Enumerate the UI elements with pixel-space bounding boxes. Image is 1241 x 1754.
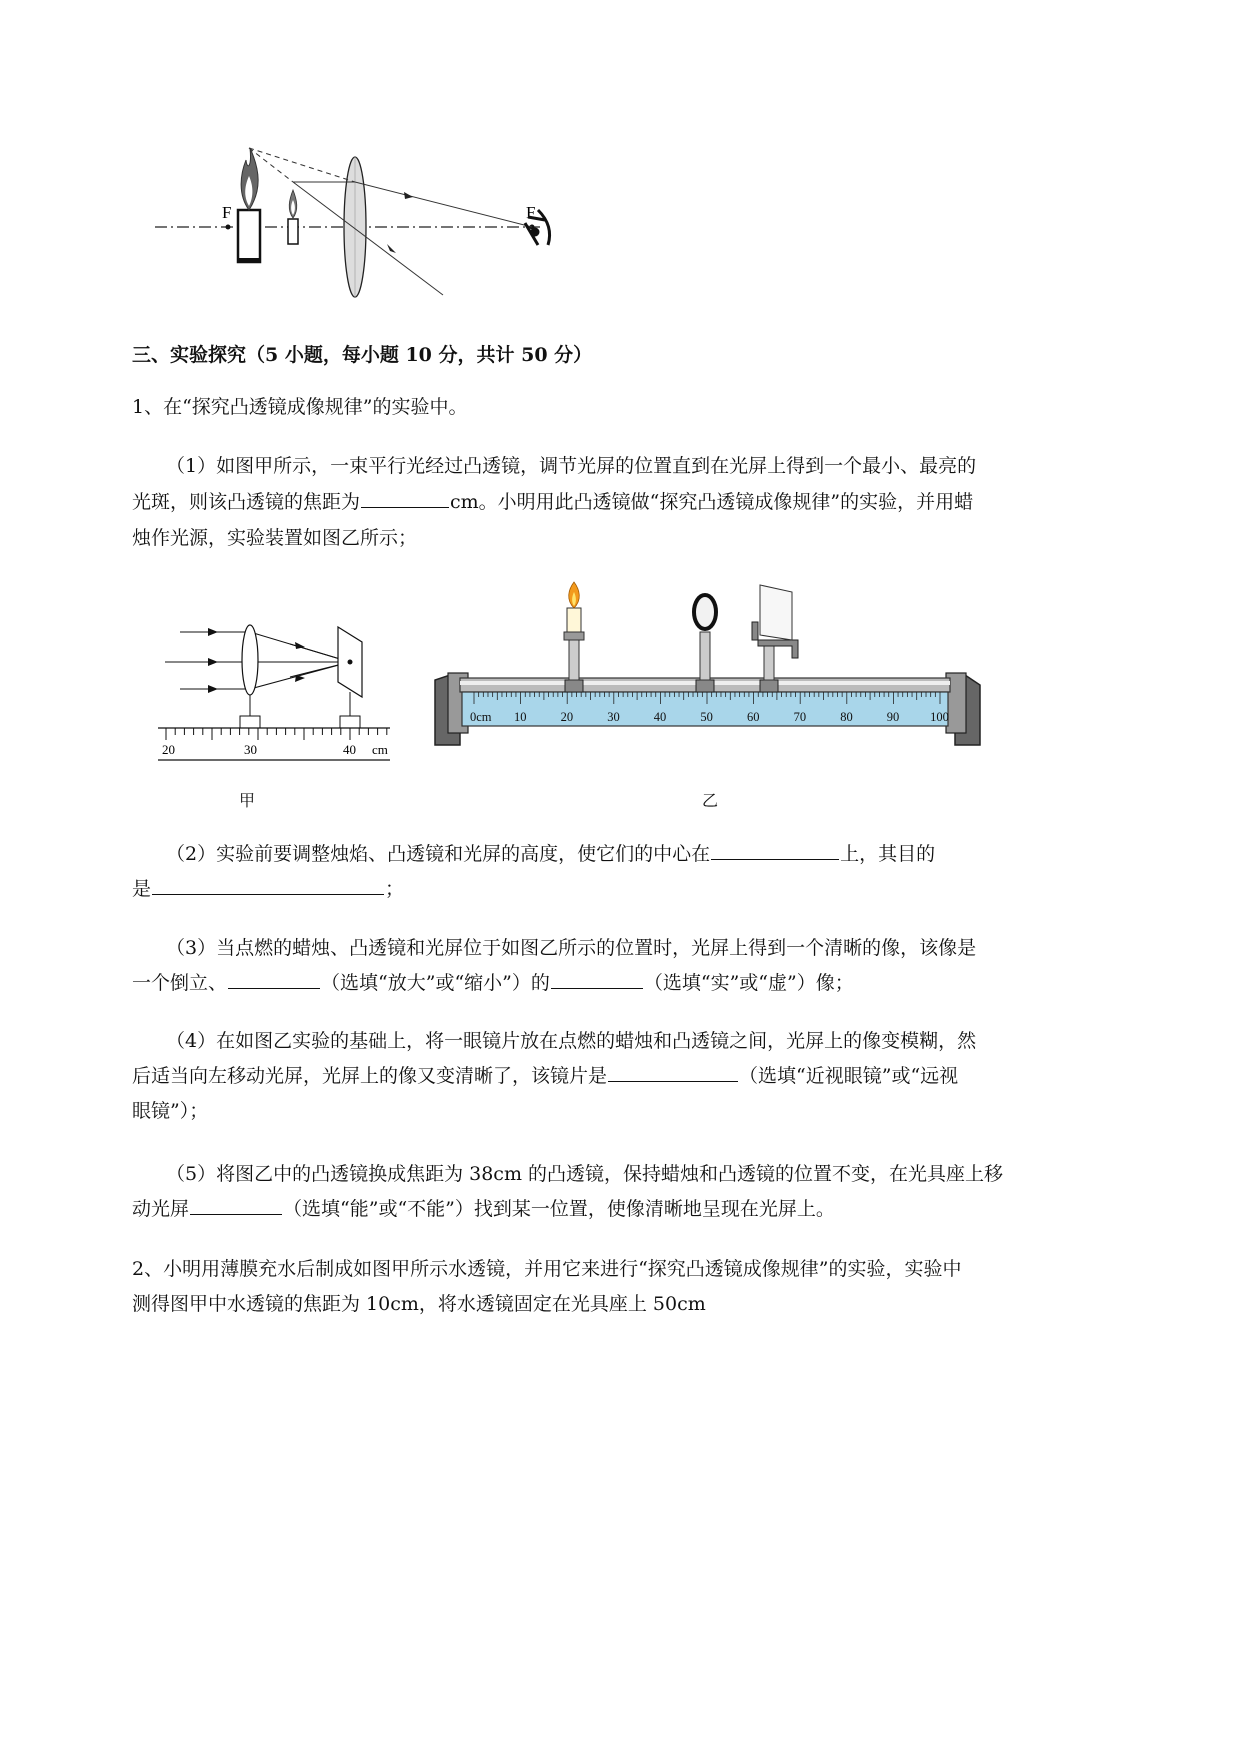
- q2-line1: 2、小明用薄膜充水后制成如图甲所示水透镜，并用它来进行“探究凸透镜成像规律”的实验，实验中: [132, 1258, 962, 1280]
- bench-scale-label: 100: [930, 710, 949, 724]
- bench-scale-label: 10: [514, 710, 527, 724]
- jia-scale-30: 30: [244, 742, 257, 757]
- jia-scale-40: 40: [343, 742, 356, 757]
- q1-part5-line2-b: （选填“能”或“不能”）找到某一位置，使像清晰地呈现在光屏上。: [283, 1198, 835, 1220]
- q1-part2: [132, 838, 1042, 906]
- q2: [132, 1253, 1042, 1321]
- enlarge-shrink-blank[interactable]: [228, 968, 320, 989]
- section-heading: 三、实验探究（5 小题，每小题 10 分，共计 50 分）: [132, 344, 593, 366]
- bench-scale-label: 50: [700, 710, 713, 724]
- q1-part5: [132, 1158, 1042, 1226]
- q1-part2-line2-a: 是: [132, 878, 152, 900]
- q1-part5-line2: [132, 1193, 1042, 1226]
- focal-length-blank[interactable]: [361, 487, 449, 508]
- q2-line2: 测得图甲中水透镜的焦距为 10cm，将水透镜固定在光具座上 50cm: [132, 1293, 706, 1315]
- focus-right-label: F: [526, 203, 536, 222]
- q1-part4-line2-a: 后适当向左移动光屏，光屏上的像又变清晰了，该镜片是: [132, 1065, 608, 1087]
- q1-part2-line2: [132, 873, 1042, 906]
- q1-part1-line2-a: 光斑，则该凸透镜的焦距为: [132, 491, 361, 513]
- focus-left-label: F: [222, 203, 232, 222]
- q1-part3-line2-a: 一个倒立、: [132, 972, 228, 994]
- glasses-type-blank[interactable]: [608, 1061, 738, 1082]
- bench-scale-label: 0cm: [470, 710, 492, 724]
- bench-scale-label: 30: [607, 710, 620, 724]
- figure-jia-caption: 甲: [239, 791, 256, 810]
- q1-part2-line1-a: （2）实验前要调整烛焰、凸透镜和光屏的高度，使它们的中心在: [166, 843, 711, 865]
- bench-scale-label: 70: [793, 710, 807, 724]
- q1-part5-line2-a: 动光屏: [132, 1198, 190, 1220]
- bench-scale-label: 40: [653, 710, 667, 724]
- q1-part1-line2-b: cm。小明用此凸透镜做“探究凸透镜成像规律”的实验，并用蜡: [450, 491, 974, 513]
- yi-screen: [752, 585, 798, 692]
- jia-lens: [242, 625, 258, 695]
- real-virtual-blank[interactable]: [551, 968, 643, 989]
- jia-scale-20: 20: [162, 742, 175, 757]
- q1-intro: 1、在“探究凸透镜成像规律”的实验中。: [132, 396, 468, 418]
- bench-scale-label: 60: [747, 710, 760, 724]
- q1-part3-line2-c: （选填“实”或“虚”）像；: [643, 972, 854, 994]
- q1-part2-line1-b: 上，其目的: [840, 843, 936, 865]
- q1-part2-line2-b: ；: [385, 878, 405, 900]
- purpose-blank[interactable]: [152, 874, 384, 895]
- q1-part4: [132, 1025, 1042, 1128]
- can-cannot-blank[interactable]: [190, 1194, 282, 1215]
- center-line-blank[interactable]: [711, 839, 839, 860]
- q1-part3-line2-b: （选填“放大”或“缩小”）的: [321, 972, 550, 994]
- q1-part3-line2: [132, 967, 1042, 1000]
- bench-scale-label: 20: [560, 710, 574, 724]
- jia-scale-unit: cm: [372, 742, 388, 757]
- q1-part1: [132, 450, 1042, 555]
- q1-part3-line1: （3）当点燃的蜡烛、凸透镜和光屏位于如图乙所示的位置时，光屏上得到一个清晰的像，该像是: [166, 937, 977, 959]
- q1-part5-line1: （5）将图乙中的凸透镜换成焦距为 38cm 的凸透镜，保持蜡烛和凸透镜的位置不变，在光具座上移: [166, 1163, 1004, 1185]
- q1-part3: [132, 932, 1042, 1000]
- q1-part1-line2: [132, 486, 1042, 519]
- magnifier-ray-diagram: [150, 140, 600, 340]
- q1-part4-line2: [132, 1060, 1042, 1093]
- yi-candle: [564, 582, 584, 692]
- object-candle: [288, 190, 298, 244]
- q1-part1-line1: （1）如图甲所示，一束平行光经过凸透镜，调节光屏的位置直到在光屏上得到一个最小、最亮的: [166, 455, 977, 477]
- bench-scale-label: 90: [886, 710, 900, 724]
- bench-scale-label: 80: [840, 710, 853, 724]
- q1-part4-line3: 眼镜”）；: [132, 1100, 209, 1122]
- figure-jia: [150, 620, 400, 770]
- q1-part2-line1: [132, 838, 1042, 871]
- figure-yi-caption: 乙: [702, 791, 719, 810]
- q1-part1-line3: 烛作光源，实验装置如图乙所示；: [132, 527, 418, 549]
- figure-yi-optical-bench: [430, 580, 990, 760]
- q1-part4-line2-b: （选填“近视眼镜”或“远视: [739, 1065, 959, 1087]
- virtual-image-candle: [238, 148, 260, 263]
- q1-part4-line1: （4）在如图乙实验的基础上，将一眼镜片放在点燃的蜡烛和凸透镜之间，光屏上的像变模糊，然: [166, 1030, 977, 1052]
